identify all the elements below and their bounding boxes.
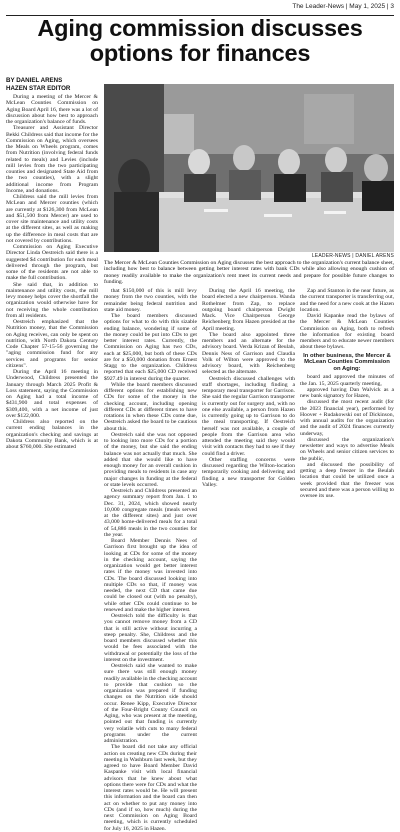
article-paragraph: discussed the most recent audit (for the 2023 financial year), performed by Hoover + Rudakowski out of Dickinson, with annual audits for the organization and the audit of 2024 finances currently underway, [300, 399, 394, 437]
article-paragraph: and discussed the possibility of getting a deep freezer in the Beulah location that could be utilized once a week provided that the freezer was secured and there was a person willing to oversee its use. [300, 461, 394, 500]
article-column-1 [6, 94, 98, 610]
article-paragraph: During the April 16 meeting, the board elected a new chairperson. Wanda Rothelmer from Zap, to replace outgoing board chairperson Dwight Mack. Vice Chairperson George Reichenberg from Hazen presided at the April meeting. [202, 288, 295, 332]
byline-author: BY DANIEL ARENS [6, 77, 63, 84]
article-paragraph: Commission on Aging Executive Director Linda Oestreich said there is a suggested $4 contribution for each meal delivered through the program, but some of the residents are not able to make the full contribution. [6, 244, 98, 282]
article-paragraph: Oestreich said she was not opposed to looking into more CDs for a portion of the money, but she said the ending balance was not actually that much. She added that she would like to have enough money for an overall cushion in providing meals to residents in case any major changes in funding at the federal or state levels occurred. [104, 431, 197, 488]
article-paragraph: Oestreich and Childress presented an agency summary report from Jan. 1 to Dec. 31, 2024, which showed nearly 10,000 congregate meals (meals served at the different sites) and just over 43,000 home-delivered meals for a total of 54,886 meals in the two counties for the year. [104, 488, 197, 538]
article-headline [0, 16, 400, 66]
headline-line-2: options for finances [89, 40, 311, 66]
article-paragraph: During the April 16 meeting in Underwood, Childress presented the January through March 2025 Profit & Loss statement, saying the Commission on Aging had a total income of $431,900 and total expenses of $309,400, with a net income of just over $122,000. [6, 369, 98, 419]
article-paragraph: Treasurer and Assistant Director Bekki Childress said that income for the Commission on Aging, which oversees the Meals on Wheels program, comes from Nutrition (involving federal funds related to meals) and Levies (include mill levies from the two participating counties and designated State Aid from the two counties), with a slight additional income from Program Income, and donations. [6, 125, 98, 194]
article-photo [104, 84, 394, 252]
article-paragraph: Oestreich said she wanted to make sure there was still enough money readily available in the checking account to provide that cushion so the organization was prepared if funding changes on the Nutrition side should occur. Renee Kipp, Executive Director of the Four-Bright County Council on Aging, who was present at the meeting, pointed out that funding is currently very volatile with cuts to many federal programs under the current administration. [104, 663, 198, 744]
article-paragraph: The board did not take any official action on creating new CDs during their meeting in Washburn last week, but they agreed to have Board Member David Kaspanke visit with local financial advisors that he knew about what options there were for CDs and what the interest rates would be. He will present this information and the board can then act on whether to put any money into CDs (and if so, how much) during the next Commission on Aging Board meeting, which is currently scheduled for July 16, 2025 in Hazen. [104, 744, 197, 832]
photo-credit: LEADER-NEWS | DANIEL ARENS [311, 253, 394, 259]
article-paragraph: During a meeting of the Mercer & McLean Counties Commission on Aging Board April 16, there was a lot of discussion about how best to approach the organization's balance of funds. [6, 94, 98, 125]
photo-caption: The Mercer & McLean Counties Commission on Aging discusses the best approach to the organization's current balance sheet, including how best to balance between getting better interest rates with bank CDs while also allowing enough cushion of money readily available to make the organization's rent meet its current needs and prepare for possible future changes to funding. [104, 260, 394, 286]
headline-line-1: Aging commission discusses [37, 15, 363, 41]
article-paragraph: The board members discussed options for what to do with this sizable ending balance, wondering if some of the money could be put into CDs to get better interest rates. Currently, the Commission on Aging has two CDs, each at $25,000, but both of these CDs are for a $50,000 donation from Ernest Stagg to the organization. Childress reported that each $25,000 CD received $927.49 in interest during the quarter. [104, 313, 197, 382]
article-paragraph: She said that, in addition to maintenance and utility costs, the mill levy money helps cover the shortfall the organization would otherwise have for not receiving the whole contribution from all residents. [6, 281, 98, 319]
article-column-4 [300, 288, 394, 610]
article-paragraph: Childress also reported on the current ending balances in the organization's checking and savings at Dakota Community Bank, which is at about $760,000. She estimated [6, 419, 98, 450]
article-paragraph: Oestreich discussed challenges with staff shortages, including finding a temporary meal transporter for Garrison. She said the regular Garrison transporter is currently out for surgery and, with no one else available, a person from Hazen is currently going up to Garrison to do the meal transporting. If Oestreich herself was not available, a couple of people from the Garrison area who attended the meeting said they would visit with contacts they had to see if they could find a driver. [202, 375, 295, 457]
byline [6, 77, 86, 93]
article-column-2 [104, 288, 198, 832]
article-paragraph: Childress said the mill levies from McLean and Mercer counties (which are currently at $126,300 from McLean and $51,500 from Mercer) are used to cover site maintenance and utility costs at the different sites, as well as making up the difference in meal costs that are not covered by contributions. [6, 194, 98, 244]
byline-title: HAZEN STAR EDITOR [6, 85, 71, 92]
article-paragraph: Zap and Stanton in the near future, as the current transporter is transferring out, and the need for a new cook at the Hazen location. [300, 288, 394, 313]
article-paragraph: Board Member Dennis Nees of Garrison first brought up the idea of looking at CDs for some of the money in the checking account, saying the organization would get better interest rates if the money was invested into CDs. The board discussed looking into multiple CDs so that, if money was needed, the next CD that came due could be closed out (with no penalty), while other CDs could continue to be renewed and make the higher interest. [104, 538, 197, 613]
article-paragraph: Oestreich emphasized that the Nutrition money, that the Commission on Aging receives, can only be spent on nutrition, with North Dakota Century Code Chapter 57-15-56 governing the "aging commission fund for any services and programs for senior citizens". [6, 319, 98, 369]
article-paragraph: The board also appointed three members and an alternate for the advisory board. Verda Krizan of Beulah, Dennis Ness of Garrison and Claudia Volk of Wilton were approved to the advisory board, with Reichenberg selected as the alternate. [202, 331, 295, 376]
page-header: The Leader-News | May 1, 2025 | 3 [292, 3, 394, 10]
article-paragraph: that $150,000 of this is mill levy money from the two counties, with the remainder being federal nutrition and state aid money. [104, 288, 197, 313]
article-column-3 [202, 288, 295, 610]
in-other-business-subhead: In other business, the Mercer & McLean Counties Commission on Aging: [303, 352, 391, 372]
article-paragraph: Other staffing concerns were discussed regarding the Wilton-location temporarily cooking and delivering and finding a new transporter for Golden Valley. [202, 456, 295, 488]
article-paragraph: While the board members discussed different options for establishing new CDs for some of the money in the checking account, including opening different CDs at different times to have rotations in when these CDs come due, Oestreich asked the board to be cautious about this. [104, 381, 197, 432]
meeting-photo-illustration [104, 84, 394, 252]
article-paragraph: approved having Dan Walvick as a new bank signatory for Hazen, [300, 386, 394, 400]
article-paragraph: David Kapanke read the bylaws of the Mercer & McLean Counties Commission on Aging, both to refresh the information for existing board members and to educate newer members about these bylaws. [300, 313, 394, 351]
article-paragraph: board and approved the minutes of the Jan. 15, 2025 quarterly meeting, [300, 374, 394, 387]
article-paragraph: Oestreich told the difficulty is that you cannot remove money from a CD that is still active without incurring a steep penalty. She, Childress and the board members discussed whether this would be fees associated with the withdrawal or potentially the loss of the interest on the investment. [104, 613, 197, 663]
article-paragraph: discussed the organization's newsletter and ways to advertise Meals on Wheels and senior citizen services to the public, [300, 436, 394, 462]
